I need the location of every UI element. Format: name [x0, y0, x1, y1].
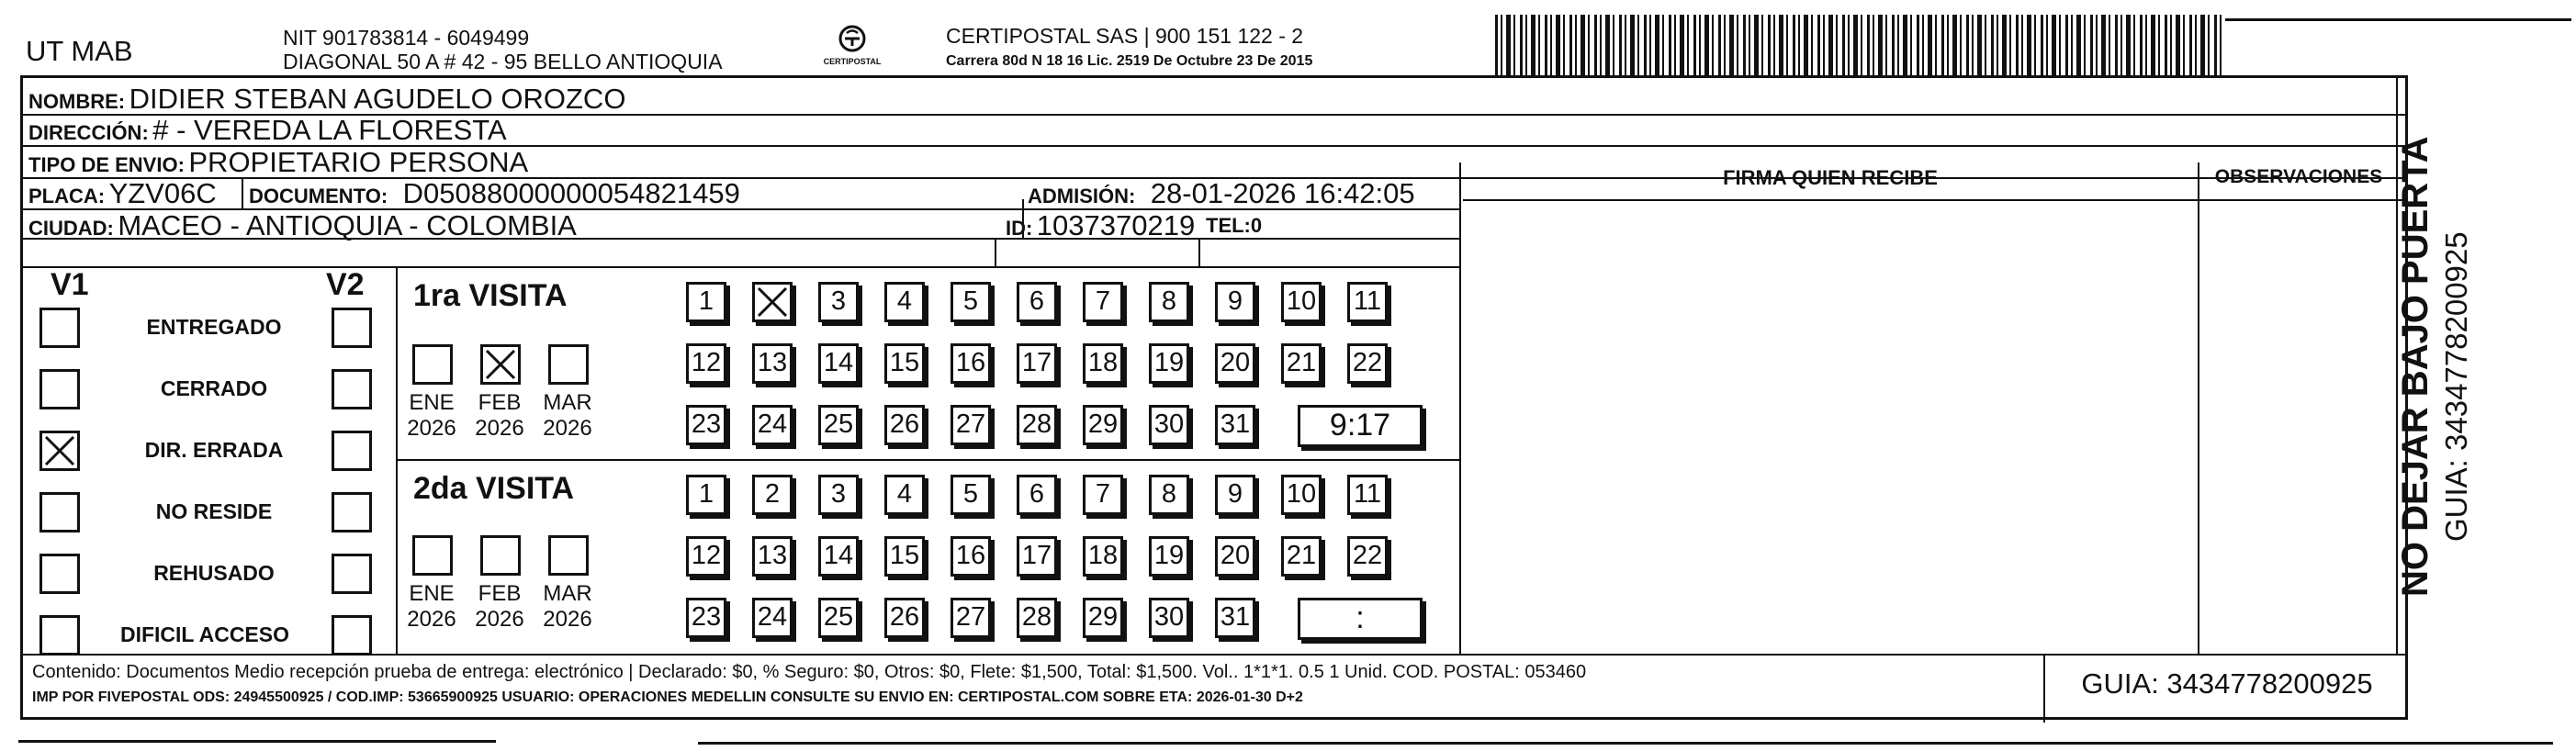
day-box[interactable]: 25 [818, 405, 859, 445]
status-label: NO RESIDE [155, 499, 273, 523]
v1-checkbox[interactable] [39, 492, 80, 532]
day-box[interactable]: 28 [1017, 405, 1057, 445]
month-label: FEB [478, 390, 522, 415]
tipo-envio-label: TIPO DE ENVIO: [28, 153, 185, 176]
v1-checkbox[interactable] [39, 431, 80, 471]
day-box[interactable]: 5 [951, 475, 991, 515]
v2-checkbox[interactable] [332, 369, 372, 409]
v1-checkbox[interactable] [39, 308, 80, 348]
day-box[interactable]: 3 [818, 282, 859, 322]
month-checkbox-mar[interactable] [548, 344, 589, 385]
side-guia: GUIA: 3434778200925 [2439, 231, 2473, 542]
admision-label: ADMISIÓN: [1028, 185, 1136, 207]
time-box[interactable]: 9:17 [1298, 405, 1423, 447]
day-box[interactable]: 26 [884, 598, 925, 638]
day-box[interactable]: 17 [1017, 536, 1057, 577]
status-label: DIR. ERRADA [144, 438, 284, 462]
day-box[interactable]: 7 [1083, 282, 1123, 322]
day-box[interactable]: 3 [818, 475, 859, 515]
day-box[interactable] [752, 282, 793, 322]
day-box[interactable]: 16 [951, 343, 991, 384]
year-label: 2026 [475, 416, 524, 441]
month-label: ENE [409, 390, 455, 415]
day-box[interactable]: 15 [884, 536, 925, 577]
day-box[interactable]: 27 [951, 598, 991, 638]
day-box[interactable]: 5 [951, 282, 991, 322]
day-box[interactable]: 1 [686, 282, 726, 322]
contenido-text: Contenido: Documentos Medio recepción prueba de entrega: electrónico | Declarado: $0, % Seguro: $0, Otros: $0, Flete: $1,500, Total: $1,500. Vol.. 1*1*1. 0.5 1 Unid. COD. POSTAL: 053460 [32, 662, 1587, 682]
day-box[interactable]: 29 [1083, 598, 1123, 638]
certipostal-logo [816, 22, 889, 70]
id-value: 1037370219 [1036, 209, 1196, 241]
day-box[interactable]: 19 [1149, 536, 1189, 577]
v2-checkbox[interactable] [332, 431, 372, 471]
id-label: ID: [1006, 217, 1033, 240]
day-box[interactable]: 22 [1347, 536, 1388, 577]
tipo-envio-value: PROPIETARIO PERSONA [188, 146, 529, 178]
day-box[interactable]: 20 [1215, 343, 1255, 384]
day-box[interactable]: 11 [1347, 282, 1388, 322]
firma-column-header: FIRMA QUIEN RECIBE [1723, 166, 1938, 189]
visit1-title: 1ra VISITA [413, 278, 568, 313]
tel-label: TEL: [1206, 214, 1251, 237]
imp-text: IMP POR FIVEPOSTAL ODS: 24945500925 / COD.IMP: 53665900925 USUARIO: OPERACIONES MEDELLIN CONSULTE SU ENVIO EN: CERTIPOSTAL.COM SOBRE ETA: 2026-01-30 D+2 [32, 689, 1303, 705]
day-box[interactable]: 28 [1017, 598, 1057, 638]
day-box[interactable]: 14 [818, 343, 859, 384]
scan-edge-bottom-right [698, 742, 2553, 745]
day-box[interactable]: 21 [1281, 536, 1322, 577]
day-box[interactable]: 6 [1017, 475, 1057, 515]
day-box[interactable]: 23 [686, 598, 726, 638]
day-box[interactable]: 20 [1215, 536, 1255, 577]
delivery-card [20, 75, 2408, 720]
day-box[interactable]: 15 [884, 343, 925, 384]
day-box[interactable]: 18 [1083, 343, 1123, 384]
day-box[interactable]: 31 [1215, 598, 1255, 638]
day-box[interactable]: 27 [951, 405, 991, 445]
day-box[interactable]: 9 [1215, 475, 1255, 515]
day-box[interactable]: 12 [686, 343, 726, 384]
v2-header: V2 [326, 267, 365, 302]
day-box[interactable]: 2 [752, 475, 793, 515]
day-box[interactable]: 19 [1149, 343, 1189, 384]
ciudad-label: CIUDAD: [28, 217, 114, 240]
nombre-label: NOMBRE: [28, 90, 126, 113]
v2-checkbox[interactable] [332, 615, 372, 656]
day-box[interactable]: 11 [1347, 475, 1388, 515]
direccion-label: DIRECCIÓN: [28, 121, 149, 144]
sender-nit: NIT 901783814 - 6049499 [283, 26, 530, 50]
year-label: 2026 [407, 416, 456, 441]
placa-value: YZV06C [108, 177, 217, 209]
documento-label: DOCUMENTO: [249, 185, 388, 207]
day-box[interactable]: 12 [686, 536, 726, 577]
v2-checkbox[interactable] [332, 308, 372, 348]
day-box[interactable]: 24 [752, 598, 793, 638]
day-box[interactable]: 29 [1083, 405, 1123, 445]
admision-value: 28-01-2026 16:42:05 [1150, 177, 1415, 209]
carrier-line1: CERTIPOSTAL SAS | 900 151 122 - 2 [946, 24, 1304, 48]
day-box[interactable]: 10 [1281, 282, 1322, 322]
time-box[interactable]: : [1298, 598, 1423, 640]
day-box[interactable]: 16 [951, 536, 991, 577]
month-checkbox-feb[interactable] [480, 535, 521, 576]
direccion-value: # - VEREDA LA FLORESTA [152, 114, 507, 146]
day-box[interactable]: 24 [752, 405, 793, 445]
day-box[interactable]: 31 [1215, 405, 1255, 445]
footer-guia: GUIA: 3434778200925 [2081, 667, 2373, 700]
year-label: 2026 [475, 607, 524, 632]
observaciones-column-header: OBSERVACIONES [2214, 166, 2383, 187]
day-box[interactable]: 30 [1149, 598, 1189, 638]
month-label: MAR [543, 390, 592, 415]
tel-value: 0 [1250, 214, 1263, 237]
day-box[interactable]: 13 [752, 536, 793, 577]
day-box[interactable]: 23 [686, 405, 726, 445]
day-box[interactable]: 13 [752, 343, 793, 384]
day-box[interactable]: 7 [1083, 475, 1123, 515]
carrier-line2: Carrera 80d N 18 16 Lic. 2519 De Octubre 23 De 2015 [946, 53, 1313, 69]
day-box[interactable]: 10 [1281, 475, 1322, 515]
ciudad-value: MACEO - ANTIOQUIA - COLOMBIA [118, 209, 577, 241]
month-label: MAR [543, 581, 592, 606]
v2-checkbox[interactable] [332, 554, 372, 594]
month-label: FEB [478, 581, 522, 606]
v1-checkbox[interactable] [39, 615, 80, 656]
sender-address: DIAGONAL 50 A # 42 - 95 BELLO ANTIOQUIA [283, 50, 723, 73]
day-box[interactable]: 4 [884, 282, 925, 322]
year-label: 2026 [407, 607, 456, 632]
year-label: 2026 [543, 607, 592, 632]
month-label: ENE [409, 581, 455, 606]
status-label: ENTREGADO [146, 315, 282, 339]
day-box[interactable]: 30 [1149, 405, 1189, 445]
v1-checkbox[interactable] [39, 369, 80, 409]
v1-header: V1 [51, 267, 89, 302]
status-label: REHUSADO [153, 561, 275, 585]
month-checkbox-mar[interactable] [548, 535, 589, 576]
day-box[interactable]: 17 [1017, 343, 1057, 384]
month-checkbox-ene[interactable] [412, 535, 453, 576]
documento-value: D05088000000054821459 [402, 177, 740, 209]
logo-text: CERTIPOSTAL [823, 57, 882, 66]
v2-checkbox[interactable] [332, 492, 372, 532]
day-box[interactable]: 6 [1017, 282, 1057, 322]
day-box[interactable]: 4 [884, 475, 925, 515]
day-box[interactable]: 22 [1347, 343, 1388, 384]
sender-name: UT MAB [26, 35, 133, 67]
day-box[interactable]: 21 [1281, 343, 1322, 384]
placa-label: PLACA: [28, 185, 106, 207]
status-label: DIFICIL ACCESO [119, 622, 289, 646]
side-warning: NO DEJAR BAJO PUERTA [2395, 136, 2435, 597]
visit2-title: 2da VISITA [413, 471, 575, 506]
scan-edge-bottom [18, 740, 496, 743]
day-box[interactable]: 18 [1083, 536, 1123, 577]
day-box[interactable]: 1 [686, 475, 726, 515]
day-box[interactable]: 14 [818, 536, 859, 577]
month-checkbox-feb[interactable] [480, 344, 521, 385]
month-checkbox-ene[interactable] [412, 344, 453, 385]
barcode [1495, 15, 2225, 75]
v1-checkbox[interactable] [39, 554, 80, 594]
day-box[interactable]: 26 [884, 405, 925, 445]
day-box[interactable]: 8 [1149, 282, 1189, 322]
day-box[interactable]: 8 [1149, 475, 1189, 515]
day-box[interactable]: 25 [818, 598, 859, 638]
year-label: 2026 [543, 416, 592, 441]
day-box[interactable]: 9 [1215, 282, 1255, 322]
nombre-value: DIDIER STEBAN AGUDELO OROZCO [129, 83, 626, 115]
status-label: CERRADO [160, 376, 268, 400]
